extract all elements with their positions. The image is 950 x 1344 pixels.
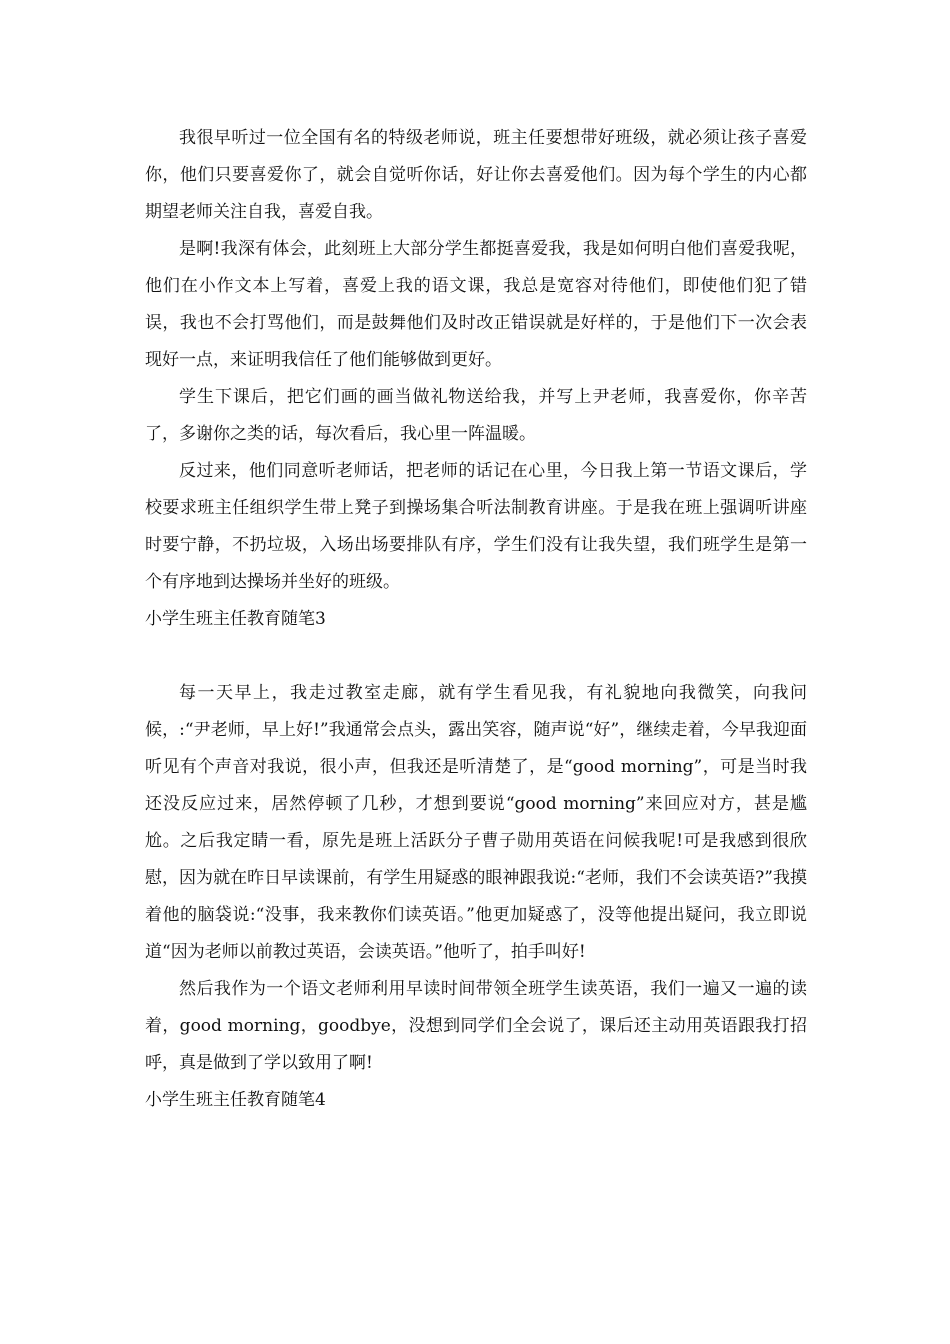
paragraph: 是啊!我深有体会，此刻班上大部分学生都挺喜爱我，我是如何明白他们喜爱我呢，他们在小作文本上写着，喜爱上我的语文课，我总是宽容对待他们，即使他们犯了错误，我也不会打骂他们，而是鼓舞他们及时改正错误就是好样的，于是他们下一次会表现好一点，来证明我信任了他们能够做到更好。: [145, 239, 807, 370]
section-heading-3: 小学生班主任教育随笔3: [145, 609, 326, 629]
paragraph: 然后我作为一个语文老师利用早读时间带领全班学生读英语，我们一遍又一遍的读着，good morning，goodbye，没想到同学们全会说了，课后还主动用英语跟我打招呼，真是做到了学以致用了啊!: [145, 979, 807, 1073]
paragraph: 学生下课后，把它们画的画当做礼物送给我，并写上尹老师，我喜爱你，你辛苦了，多谢你之类的话，每次看后，我心里一阵温暖。: [145, 387, 807, 444]
blank-line: [145, 638, 807, 675]
paragraph: 我很早听过一位全国有名的特级老师说，班主任要想带好班级，就必须让孩子喜爱你，他们只要喜爱你了，就会自觉听你话，好让你去喜爱他们。因为每个学生的内心都期望老师关注自我，喜爱自我。: [145, 128, 807, 222]
document-body: [145, 120, 807, 1119]
paragraph: 反过来，他们同意听老师话，把老师的话记在心里，今日我上第一节语文课后，学校要求班主任组织学生带上凳子到操场集合听法制教育讲座。于是我在班上强调听讲座时要宁静，不扔垃圾，入场出场要排队有序，学生们没有让我失望，我们班学生是第一个有序地到达操场并坐好的班级。: [145, 461, 807, 592]
section-heading-4: 小学生班主任教育随笔4: [145, 1090, 326, 1110]
paragraph: 每一天早上，我走过教室走廊，就有学生看见我，有礼貌地向我微笑，向我问候，:“尹老师，早上好!”我通常会点头，露出笑容，随声说“好”，继续走着，今早我迎面听见有个声音对我说，很小声，但我还是听清楚了，是“good morning”，可是当时我还没反应过来，居然停顿了几秒，才想到要说“good morning”来回应对方，甚是尴尬。之后我定睛一看，原先是班上活跃分子曹子勋用英语在问候我呢!可是我感到很欣慰，因为就在昨日早读课前，有学生用疑惑的眼神跟我说:“老师，我们不会读英语?”我摸着他的脑袋说:“没事，我来教你们读英语。”他更加疑惑了，没等他提出疑问，我立即说道“因为老师以前教过英语，会读英语。”他听了，拍手叫好!: [145, 683, 807, 962]
